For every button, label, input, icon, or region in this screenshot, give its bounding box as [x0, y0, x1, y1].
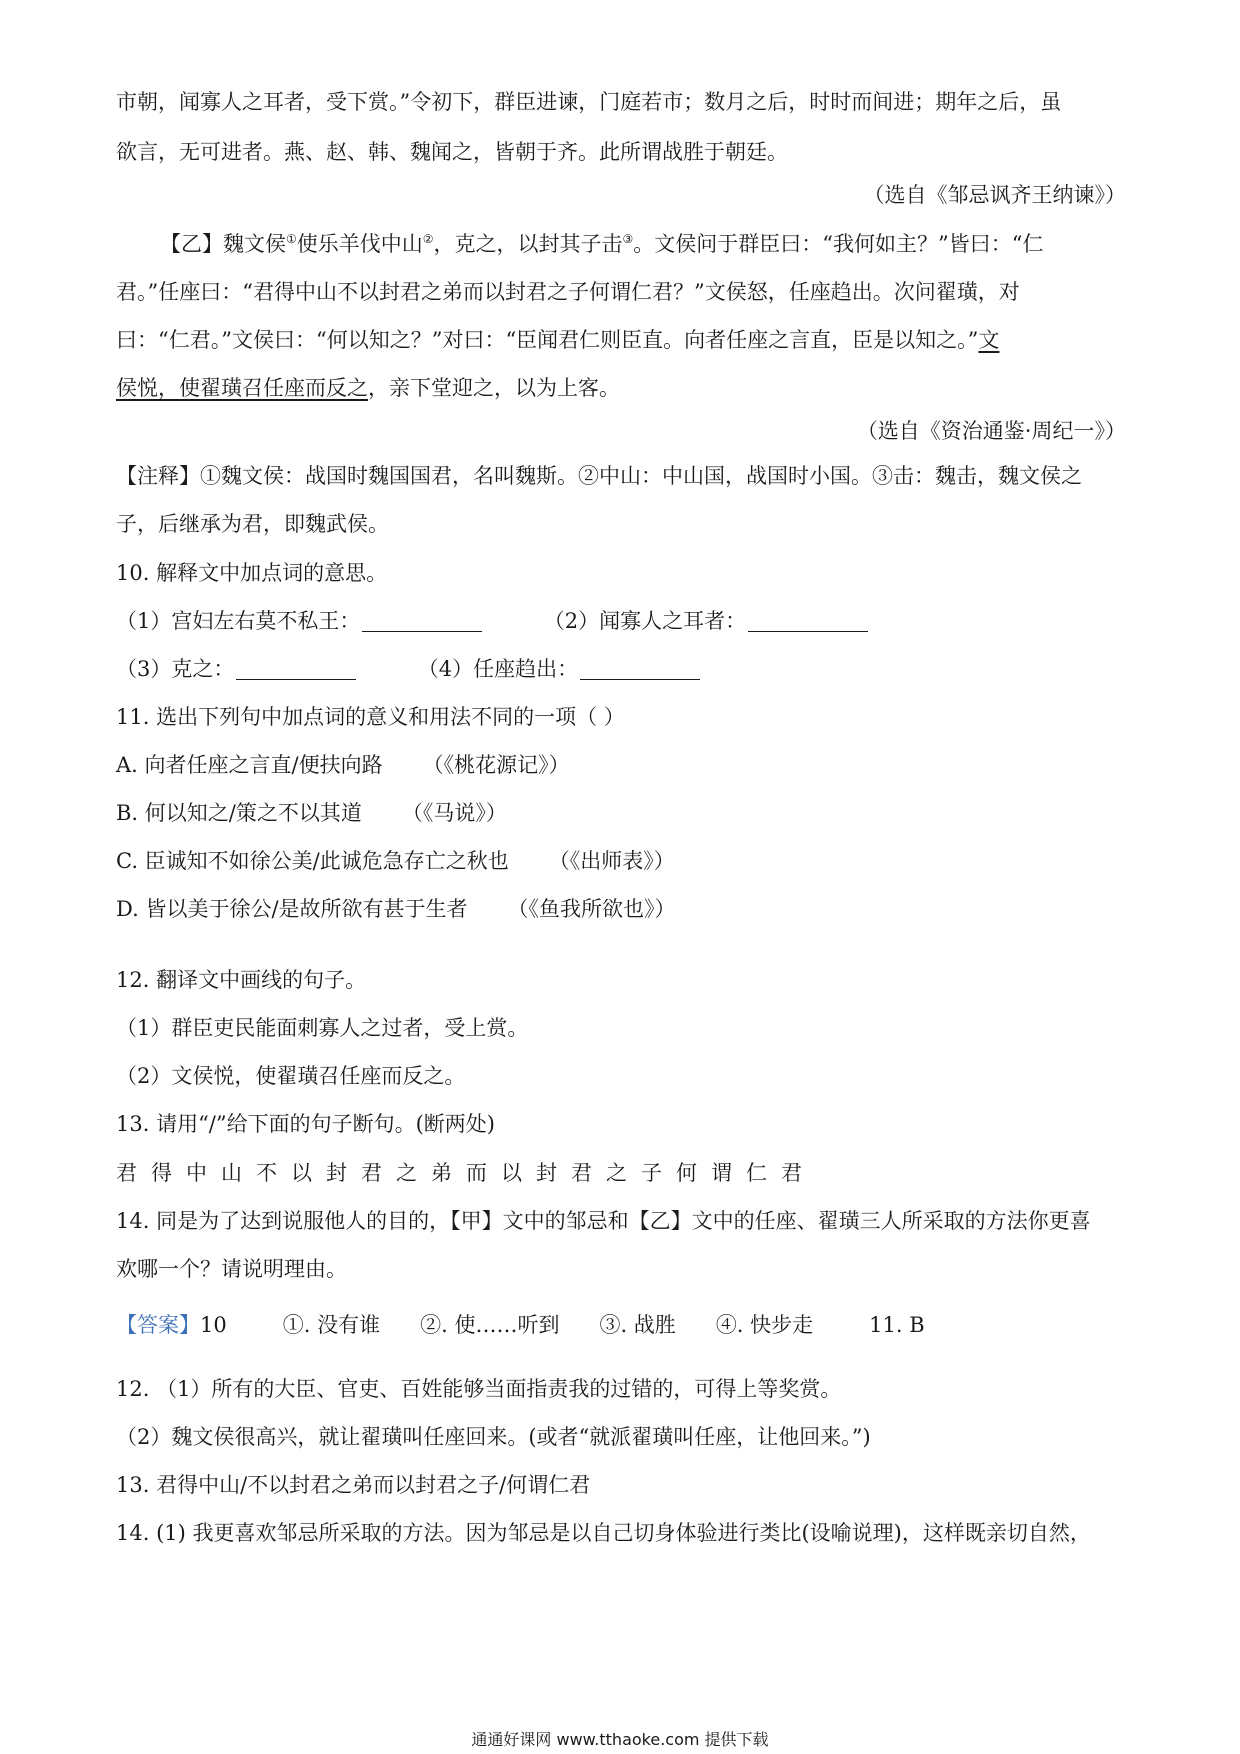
q11-option-a — [116, 750, 1126, 780]
answer-13: 13. 君得中山/不以封君之弟而以封君之子/何谓仁君 — [116, 1473, 591, 1497]
note-marker-3: ③ — [622, 232, 634, 246]
passage-yi-text: ，亲下堂迎之，以为上客。 — [368, 376, 620, 400]
answer-10-4: ④. 快步走 — [715, 1313, 814, 1337]
passage-yi-text: 【乙】魏文侯 — [160, 232, 286, 256]
question-10-stem: 10. 解释文中加点词的意思。 — [116, 561, 388, 585]
passage-yi-line-2: 君。”任座曰：“君得中山不以封君之弟而以封君之子何谓仁君？”文侯怒，任座趋出。次问翟璜，对 — [116, 280, 1020, 304]
question-14-line-1: 14. 同是为了达到说服他人的目的，【甲】文中的邹忌和【乙】文中的任座、翟璜三人所采取的方法你更喜 — [116, 1209, 1091, 1233]
q11-option-c — [116, 846, 1126, 876]
passage-jia-line-2: 欲言，无可进者。燕、赵、韩、魏闻之，皆朝于齐。此所谓战胜于朝廷。 — [116, 140, 788, 164]
passage-yi-text: ，克之，以封其子击 — [433, 232, 623, 256]
q10-item-4: （4）任座趋出： — [417, 657, 579, 681]
passage-yi-text: 曰：“仁君。”文侯曰：“何以知之？”对曰：“臣闻君仁则臣直。向者任座之言直，臣是以知之。” — [116, 328, 979, 352]
passage-yi-line-3 — [116, 325, 1126, 355]
q11-option-d — [116, 894, 1126, 924]
q11-option-d-source: （《鱼我所欲也》） — [507, 897, 676, 921]
q11-option-b-source: （《马说》） — [401, 801, 507, 825]
answer-11: 11. B — [869, 1313, 925, 1337]
question-12-stem: 12. 翻译文中画线的句子。 — [116, 968, 367, 992]
question-14-line-2: 欢哪一个？请说明理由。 — [116, 1257, 347, 1281]
q12-item-2: （2）文侯悦，使翟璜召任座而反之。 — [116, 1064, 466, 1088]
question-13-stem: 13. 请用“/”给下面的句子断句。(断两处) — [116, 1112, 496, 1136]
q11-option-b-text: B. 何以知之/策之不以其道 — [116, 801, 362, 825]
underlined-sentence: 侯悦，使翟璜召任座而反之 — [116, 376, 368, 400]
notes-line-2: 子，后继承为君，即魏武侯。 — [116, 512, 389, 536]
question-10-row-1 — [116, 606, 1126, 636]
passage-yi-text: 。文侯问于群臣曰：“我何如主？”皆曰：“仁 — [633, 232, 1044, 256]
answer-tag: 【答案】 — [116, 1313, 200, 1337]
q11-option-b — [116, 798, 1126, 828]
q10-item-2: （2）闻寡人之耳者： — [543, 609, 747, 633]
q13-sentence: 君得中山不以封君之弟而以封君之子何谓仁君 — [116, 1161, 816, 1185]
answer-10-1: ①. 没有谁 — [282, 1313, 381, 1337]
q11-option-d-text: D. 皆以美于徐公/是故所欲有甚于生者 — [116, 897, 468, 921]
q11-option-c-source: （《出师表》） — [548, 849, 675, 873]
question-11-stem: 11. 选出下列句中加点词的意义和用法不同的一项（ ） — [116, 705, 625, 729]
q11-option-a-text: A. 向者任座之言直/便扶向路 — [116, 753, 383, 777]
answer-12-1: 12. （1）所有的大臣、官吏、百姓能够当面指责我的过错的，可得上等奖赏。 — [116, 1377, 842, 1401]
passage-yi-line-4 — [116, 373, 1126, 403]
passage-yi-source: （选自《资治通鉴·周纪一》） — [856, 419, 1126, 443]
answer-blank[interactable] — [362, 609, 482, 632]
q11-option-c-text: C. 臣诚知不如徐公美/此诚危急存亡之秋也 — [116, 849, 509, 873]
answer-blank[interactable] — [580, 657, 700, 680]
answer-14: 14. (1) 我更喜欢邹忌所采取的方法。因为邹忌是以自己切身体验进行类比(设喻说理)，这样既亲切自然， — [116, 1521, 1091, 1545]
passage-yi-text: 使乐羊伐中山 — [296, 232, 423, 256]
page-footer: 通通好课网 www.tthaoke.com 提供下载 — [471, 1730, 769, 1749]
answer-10-3: ③. 战胜 — [599, 1313, 676, 1337]
note-marker-1: ① — [286, 232, 297, 246]
question-10-row-2 — [116, 654, 1126, 684]
answer-blank[interactable] — [748, 609, 868, 632]
passage-yi-line-1 — [160, 229, 1126, 259]
answer-10-2: ②. 使……听到 — [420, 1313, 560, 1337]
q10-item-3: （3）克之： — [116, 657, 235, 681]
underlined-sentence: 文 — [978, 328, 1000, 352]
note-marker-2: ② — [422, 232, 434, 246]
q12-item-1: （1）群臣吏民能面刺寡人之过者，受上赏。 — [116, 1016, 529, 1040]
answer-row-1 — [116, 1310, 1126, 1340]
passage-jia-source: （选自《邹忌讽齐王纳谏》） — [863, 183, 1126, 207]
answer-blank[interactable] — [236, 657, 356, 680]
answer-10-label: 10 — [200, 1313, 227, 1337]
q11-option-a-source: （《桃花源记》） — [422, 753, 570, 777]
passage-jia-line-1: 市朝，闻寡人之耳者，受下赏。”令初下，群臣进谏，门庭若市；数月之后，时时而间进；期年之后，虽 — [116, 90, 1062, 114]
notes-line-1: 【注释】①魏文侯：战国时魏国国君，名叫魏斯。②中山：中山国，战国时小国。③击：魏击，魏文侯之 — [116, 464, 1082, 488]
answer-12-2: （2）魏文侯很高兴，就让翟璜叫任座回来。(或者“就派翟璜叫任座，让他回来。”) — [116, 1425, 871, 1449]
q10-item-1: （1）宫妇左右莫不私王： — [116, 609, 361, 633]
